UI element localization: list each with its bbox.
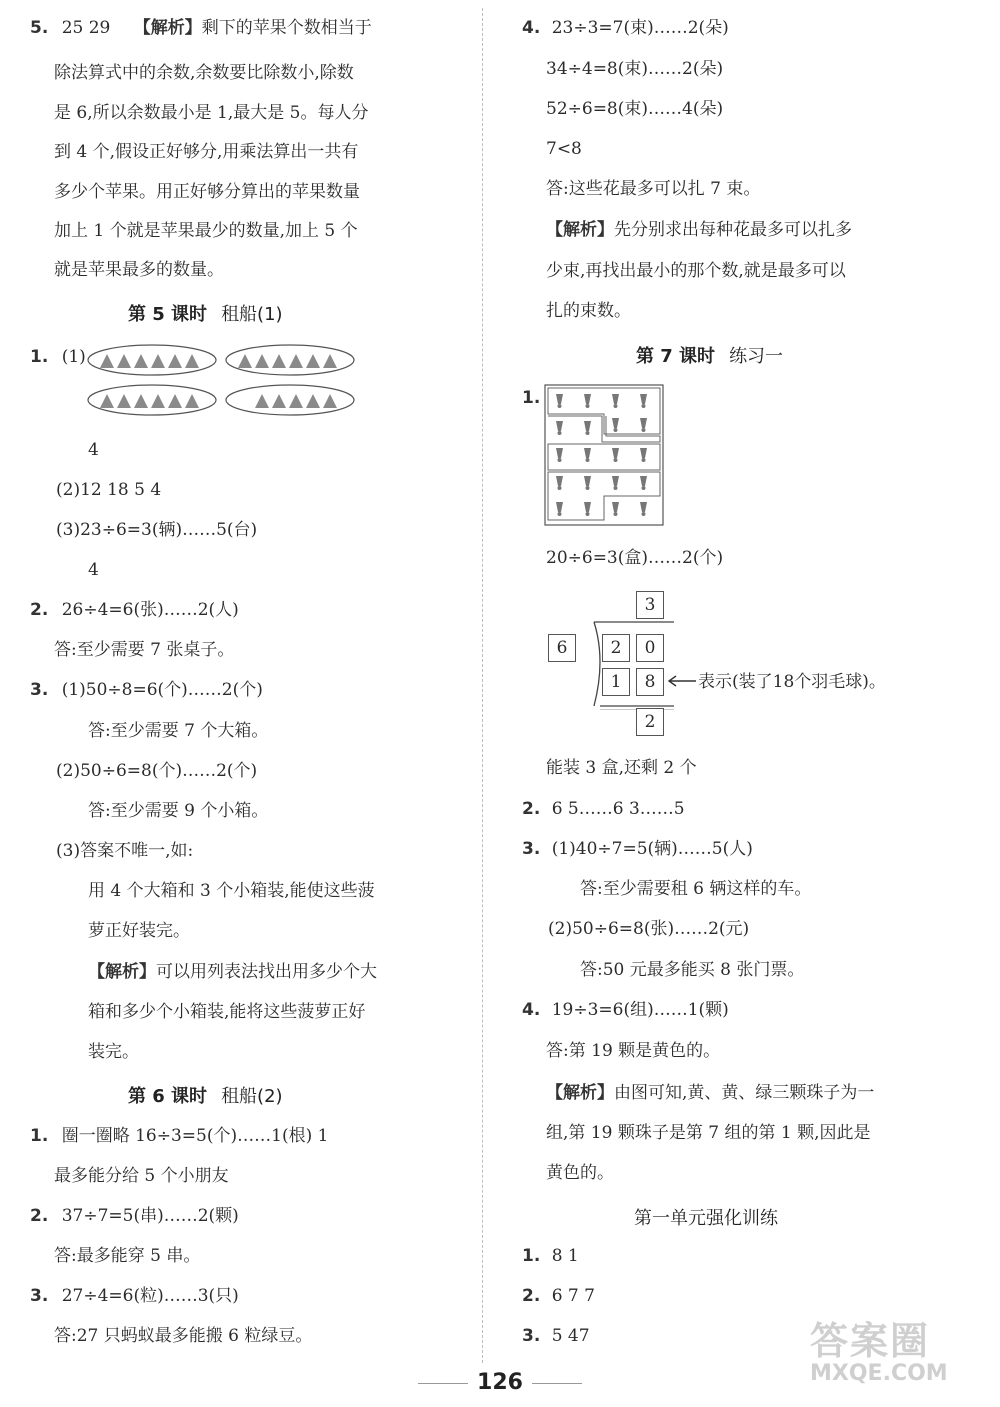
answer-4-explain-1: 【解析】先分别求出每种花最多可以扎多 xyxy=(546,220,852,240)
unit-q3: 3. 5 47 xyxy=(522,1326,590,1346)
column-divider xyxy=(482,8,483,1363)
page-number: 126 xyxy=(477,1370,523,1395)
lesson-7-heading: 第 7 课时 练习一 xyxy=(636,346,784,367)
answer-4-explain-2: 少束,再找出最小的那个数,就是最多可以 xyxy=(546,261,846,281)
answer-4-line-4: 7<8 xyxy=(546,139,582,159)
long-division-diagram xyxy=(522,586,962,746)
division-remainder-box: 2 xyxy=(636,708,664,736)
unit-q2: 2. 6 7 7 xyxy=(522,1286,595,1306)
answer-4-explain-3: 扎的束数。 xyxy=(546,301,631,321)
question-number: 5. xyxy=(30,18,49,38)
lesson5-q1-answer-3: 4 xyxy=(88,560,99,580)
lesson5-q3-3-line-2: 萝正好装完。 xyxy=(88,921,190,941)
lesson5-q1-part-3: (3)23÷6=3(辆)……5(台) xyxy=(56,520,258,540)
division-product-tens-box: 1 xyxy=(602,668,630,696)
answer-4-line-3: 52÷6=8(束)……4(朵) xyxy=(546,99,724,119)
answer-5-line-6: 加上 1 个就是苹果最少的数量,加上 5 个 xyxy=(54,221,358,241)
triangle-groups-figure xyxy=(86,342,356,420)
answer-5-line-5: 多少个苹果。用正好够分算出的苹果数量 xyxy=(54,182,360,202)
watermark-logo-text: 答案圈 xyxy=(810,1319,931,1363)
lesson5-q1-answer-1: 4 xyxy=(88,440,99,460)
lesson5-q3-explain-3: 装完。 xyxy=(88,1042,139,1062)
triangle-group-2 xyxy=(226,345,354,375)
watermark xyxy=(810,1310,990,1400)
shuttlecock-grid-figure xyxy=(544,384,664,526)
lesson5-q3-3-line-1: 用 4 个大箱和 3 个小箱装,能使这些菠 xyxy=(88,881,375,901)
answer-5-line-4: 到 4 个,假设正好够分,用乘法算出一共有 xyxy=(54,142,359,162)
lesson-6-heading: 第 6 课时 租船(2) xyxy=(128,1086,283,1107)
answer-4-line-2: 34÷4=8(束)……2(朵) xyxy=(546,59,724,79)
lesson5-q1-label: 1. (1) xyxy=(30,347,86,367)
watermark-site: MXQE.COM xyxy=(810,1361,948,1386)
lesson7-q1-equation: 20÷6=3(盒)……2(个) xyxy=(546,548,724,568)
lesson6-q1: 1. 圈一圈略 16÷3=5(个)……1(根) 1 xyxy=(30,1126,329,1146)
lesson5-q3-explain-1: 【解析】可以用列表法找出用多少个大 xyxy=(88,962,377,982)
division-quotient-box: 3 xyxy=(636,591,664,619)
answer-5-line-3: 是 6,所以余数最小是 1,最大是 5。每人分 xyxy=(54,103,369,123)
lesson7-q3-1-answer: 答:至少需要租 6 辆这样的车。 xyxy=(580,879,812,899)
lesson6-q3: 3. 27÷4=6(粒)……3(只) xyxy=(30,1286,239,1306)
lesson-5-heading: 第 5 课时 租船(1) xyxy=(128,304,283,325)
triangle-group-3 xyxy=(88,385,216,415)
division-note: 表示(装了18个羽毛球)。 xyxy=(698,672,886,692)
lesson5-q3-2-answer: 答:至少需要 9 个小箱。 xyxy=(88,801,269,821)
division-product-ones-box: 8 xyxy=(636,668,664,696)
division-divisor-box: 6 xyxy=(548,634,576,662)
answer-5-line-7: 就是苹果最多的数量。 xyxy=(54,260,224,280)
answer-5-line-1: 5. 25 29 【解析】剩下的苹果个数相当于 xyxy=(30,18,372,38)
lesson5-q3-explain-2: 箱和多少个小箱装,能将这些菠萝正好 xyxy=(88,1002,366,1022)
lesson7-q4-explain-1: 【解析】由图可知,黄、黄、绿三颗珠子为一 xyxy=(546,1083,875,1103)
lesson6-q1-line-2: 最多能分给 5 个小朋友 xyxy=(54,1166,229,1186)
lesson7-q4-explain-2: 组,第 19 颗珠子是第 7 组的第 1 颗,因此是 xyxy=(546,1123,871,1143)
triangle-group-4 xyxy=(226,385,354,415)
lesson6-q2: 2. 37÷7=5(串)……2(颗) xyxy=(30,1206,239,1226)
footer-rule-right xyxy=(532,1383,582,1384)
lesson7-q4: 4. 19÷3=6(组)……1(颗) xyxy=(522,1000,729,1020)
answer-5-line-2: 除法算式中的余数,余数要比除数小,除数 xyxy=(54,63,354,83)
unit-review-heading: 第一单元强化训练 xyxy=(634,1208,778,1229)
lesson7-q1-number: 1. xyxy=(522,388,541,408)
lesson6-q3-answer: 答:27 只蚂蚁最多能搬 6 粒绿豆。 xyxy=(54,1326,313,1346)
lesson5-q3-1-answer: 答:至少需要 7 个大箱。 xyxy=(88,721,269,741)
answer-4-answer: 答:这些花最多可以扎 7 束。 xyxy=(546,179,761,199)
lesson7-q2: 2. 6 5……6 3……5 xyxy=(522,799,685,819)
division-dividend-ones-box: 0 xyxy=(636,634,664,662)
lesson5-q3-1: 3. (1)50÷8=6(个)……2(个) xyxy=(30,680,263,700)
lesson5-q3-3: (3)答案不唯一,如: xyxy=(56,841,194,861)
lesson7-q3-1: 3. (1)40÷7=5(辆)……5(人) xyxy=(522,839,753,859)
lesson6-q2-answer: 答:最多能穿 5 串。 xyxy=(54,1246,201,1266)
division-dividend-tens-box: 2 xyxy=(602,634,630,662)
lesson7-q3-2-answer: 答:50 元最多能买 8 张门票。 xyxy=(580,960,805,980)
lesson5-q2: 2. 26÷4=6(张)……2(人) xyxy=(30,600,239,620)
unit-q1: 1. 8 1 xyxy=(522,1246,579,1266)
answer-4-line-1: 4. 23÷3=7(束)……2(朵) xyxy=(522,18,729,38)
lesson7-q4-explain-3: 黄色的。 xyxy=(546,1163,614,1183)
triangle-group-1 xyxy=(88,345,216,375)
lesson5-q2-answer: 答:至少需要 7 张桌子。 xyxy=(54,640,235,660)
lesson7-q3-2: (2)50÷6=8(张)……2(元) xyxy=(548,919,750,939)
arrow-left-icon xyxy=(666,674,698,688)
lesson7-q1-answer: 能装 3 盒,还剩 2 个 xyxy=(546,758,697,778)
lesson7-q4-answer: 答:第 19 颗是黄色的。 xyxy=(546,1041,721,1061)
lesson5-q1-part-2: (2)12 18 5 4 xyxy=(56,480,162,500)
lesson5-q3-2: (2)50÷6=8(个)……2(个) xyxy=(56,761,258,781)
